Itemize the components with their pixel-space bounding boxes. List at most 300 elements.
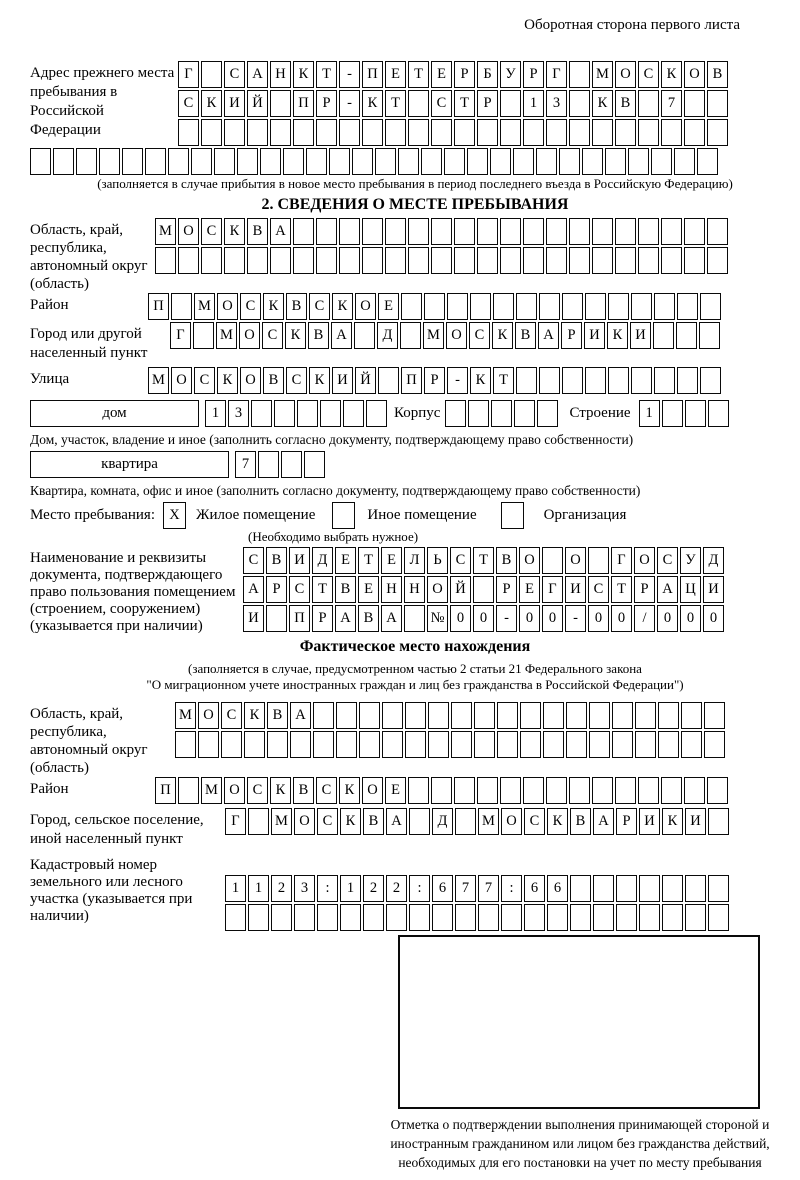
char-cell[interactable] xyxy=(592,777,613,804)
char-cell[interactable] xyxy=(193,322,214,349)
char-cell[interactable] xyxy=(707,247,728,274)
char-cell[interactable]: С xyxy=(309,293,330,320)
char-cell[interactable]: И xyxy=(584,322,605,349)
char-cell[interactable]: 0 xyxy=(588,605,609,632)
char-cell[interactable] xyxy=(293,247,314,274)
char-cell[interactable]: И xyxy=(685,808,706,835)
char-cell[interactable] xyxy=(612,731,633,758)
char-cell[interactable]: Т xyxy=(454,90,475,117)
char-cell[interactable]: 0 xyxy=(703,605,724,632)
char-cell[interactable] xyxy=(707,777,728,804)
char-cell[interactable]: С xyxy=(289,576,310,603)
char-cell[interactable]: К xyxy=(309,367,330,394)
char-cell[interactable] xyxy=(704,702,725,729)
char-cell[interactable] xyxy=(313,702,334,729)
char-cell[interactable]: Р xyxy=(454,61,475,88)
char-cell[interactable] xyxy=(171,293,192,320)
char-cell[interactable]: 0 xyxy=(657,605,678,632)
char-cell[interactable] xyxy=(658,731,679,758)
char-cell[interactable] xyxy=(546,777,567,804)
char-cell[interactable]: О xyxy=(198,702,219,729)
char-cell[interactable] xyxy=(677,293,698,320)
char-cell[interactable]: Й xyxy=(450,576,471,603)
char-cell[interactable] xyxy=(145,148,166,175)
char-cell[interactable] xyxy=(424,293,445,320)
char-cell[interactable]: Р xyxy=(616,808,637,835)
char-cell[interactable]: А xyxy=(290,702,311,729)
char-cell[interactable]: С xyxy=(316,777,337,804)
char-cell[interactable]: Р xyxy=(316,90,337,117)
char-cell[interactable] xyxy=(707,90,728,117)
char-cell[interactable] xyxy=(566,731,587,758)
char-cell[interactable]: Р xyxy=(523,61,544,88)
char-cell[interactable] xyxy=(566,702,587,729)
char-cell[interactable]: 3 xyxy=(546,90,567,117)
char-cell[interactable] xyxy=(681,731,702,758)
char-cell[interactable] xyxy=(317,904,338,931)
char-cell[interactable]: В xyxy=(363,808,384,835)
char-cell[interactable] xyxy=(408,218,429,245)
char-cell[interactable]: 6 xyxy=(524,875,545,902)
char-cell[interactable]: 1 xyxy=(340,875,361,902)
char-cell[interactable] xyxy=(539,367,560,394)
char-cell[interactable]: С xyxy=(194,367,215,394)
char-cell[interactable] xyxy=(516,367,537,394)
char-cell[interactable] xyxy=(260,148,281,175)
char-cell[interactable]: М xyxy=(148,367,169,394)
char-cell[interactable]: Г xyxy=(225,808,246,835)
char-cell[interactable]: И xyxy=(332,367,353,394)
char-cell[interactable]: И xyxy=(703,576,724,603)
char-cell[interactable]: К xyxy=(201,90,222,117)
char-cell[interactable] xyxy=(524,904,545,931)
char-cell[interactable]: М xyxy=(194,293,215,320)
char-cell[interactable]: У xyxy=(500,61,521,88)
char-cell[interactable]: Ц xyxy=(680,576,701,603)
char-cell[interactable]: И xyxy=(289,547,310,574)
char-cell[interactable]: В xyxy=(358,605,379,632)
char-cell[interactable] xyxy=(661,777,682,804)
char-cell[interactable]: Т xyxy=(493,367,514,394)
char-cell[interactable]: 0 xyxy=(519,605,540,632)
char-cell[interactable]: 1 xyxy=(248,875,269,902)
char-cell[interactable]: - xyxy=(339,61,360,88)
char-cell[interactable]: П xyxy=(289,605,310,632)
char-cell[interactable]: С xyxy=(524,808,545,835)
char-cell[interactable]: 1 xyxy=(225,875,246,902)
char-cell[interactable] xyxy=(343,400,364,427)
char-cell[interactable]: 0 xyxy=(450,605,471,632)
char-cell[interactable] xyxy=(404,605,425,632)
char-cell[interactable] xyxy=(684,247,705,274)
char-cell[interactable] xyxy=(329,148,350,175)
char-cell[interactable] xyxy=(559,148,580,175)
char-cell[interactable] xyxy=(237,148,258,175)
char-cell[interactable] xyxy=(366,400,387,427)
char-cell[interactable] xyxy=(270,119,291,146)
char-cell[interactable] xyxy=(569,777,590,804)
char-cell[interactable]: В xyxy=(247,218,268,245)
char-cell[interactable] xyxy=(501,904,522,931)
char-cell[interactable]: К xyxy=(661,61,682,88)
char-cell[interactable]: О xyxy=(615,61,636,88)
char-cell[interactable] xyxy=(608,293,629,320)
char-cell[interactable] xyxy=(445,400,466,427)
char-cell[interactable]: О xyxy=(217,293,238,320)
char-cell[interactable]: К xyxy=(339,777,360,804)
char-cell[interactable] xyxy=(523,247,544,274)
char-cell[interactable] xyxy=(375,148,396,175)
char-cell[interactable] xyxy=(520,702,541,729)
char-cell[interactable] xyxy=(408,90,429,117)
char-cell[interactable] xyxy=(201,247,222,274)
char-cell[interactable] xyxy=(401,293,422,320)
char-cell[interactable]: Т xyxy=(408,61,429,88)
char-cell[interactable]: Р xyxy=(477,90,498,117)
char-cell[interactable]: / xyxy=(634,605,655,632)
char-cell[interactable]: Т xyxy=(312,576,333,603)
char-cell[interactable] xyxy=(336,731,357,758)
char-cell[interactable] xyxy=(589,731,610,758)
char-cell[interactable] xyxy=(661,218,682,245)
char-cell[interactable]: В xyxy=(335,576,356,603)
char-cell[interactable]: - xyxy=(565,605,586,632)
char-cell[interactable]: Г xyxy=(170,322,191,349)
char-cell[interactable] xyxy=(386,904,407,931)
char-cell[interactable]: О xyxy=(240,367,261,394)
char-cell[interactable] xyxy=(684,777,705,804)
char-cell[interactable]: О xyxy=(178,218,199,245)
char-cell[interactable]: А xyxy=(381,605,402,632)
char-cell[interactable] xyxy=(340,904,361,931)
char-cell[interactable] xyxy=(592,247,613,274)
char-cell[interactable] xyxy=(616,875,637,902)
char-cell[interactable]: 7 xyxy=(235,451,256,478)
char-cell[interactable] xyxy=(221,731,242,758)
char-cell[interactable]: П xyxy=(401,367,422,394)
char-cell[interactable]: Е xyxy=(431,61,452,88)
char-cell[interactable]: М xyxy=(175,702,196,729)
char-cell[interactable] xyxy=(562,293,583,320)
char-cell[interactable]: И xyxy=(630,322,651,349)
char-cell[interactable] xyxy=(707,119,728,146)
char-cell[interactable]: Р xyxy=(312,605,333,632)
char-cell[interactable]: Е xyxy=(381,547,402,574)
char-cell[interactable] xyxy=(155,247,176,274)
char-cell[interactable] xyxy=(708,808,729,835)
char-cell[interactable]: Т xyxy=(316,61,337,88)
char-cell[interactable] xyxy=(654,293,675,320)
char-cell[interactable]: 1 xyxy=(205,400,226,427)
char-cell[interactable]: С xyxy=(240,293,261,320)
char-cell[interactable]: К xyxy=(263,293,284,320)
char-cell[interactable] xyxy=(175,731,196,758)
char-cell[interactable]: О xyxy=(171,367,192,394)
char-cell[interactable]: К xyxy=(607,322,628,349)
char-cell[interactable] xyxy=(592,218,613,245)
char-cell[interactable]: Л xyxy=(404,547,425,574)
char-cell[interactable]: 3 xyxy=(228,400,249,427)
char-cell[interactable]: К xyxy=(217,367,238,394)
char-cell[interactable] xyxy=(421,148,442,175)
char-cell[interactable] xyxy=(615,218,636,245)
char-cell[interactable]: К xyxy=(224,218,245,245)
char-cell[interactable] xyxy=(385,218,406,245)
char-cell[interactable]: Д xyxy=(312,547,333,574)
char-cell[interactable] xyxy=(639,875,660,902)
char-cell[interactable] xyxy=(454,218,475,245)
char-cell[interactable] xyxy=(431,777,452,804)
char-cell[interactable] xyxy=(588,547,609,574)
char-cell[interactable]: С xyxy=(224,61,245,88)
char-cell[interactable]: Р xyxy=(634,576,655,603)
char-cell[interactable] xyxy=(699,322,720,349)
char-cell[interactable] xyxy=(270,247,291,274)
char-cell[interactable] xyxy=(685,875,706,902)
char-cell[interactable]: С xyxy=(450,547,471,574)
char-cell[interactable]: : xyxy=(409,875,430,902)
char-cell[interactable] xyxy=(247,247,268,274)
char-cell[interactable] xyxy=(631,293,652,320)
char-cell[interactable]: О xyxy=(565,547,586,574)
char-cell[interactable] xyxy=(400,322,421,349)
char-cell[interactable]: К xyxy=(270,777,291,804)
char-cell[interactable] xyxy=(676,322,697,349)
char-cell[interactable]: Г xyxy=(178,61,199,88)
char-cell[interactable] xyxy=(408,777,429,804)
char-cell[interactable] xyxy=(409,808,430,835)
char-cell[interactable] xyxy=(674,148,695,175)
char-cell[interactable]: Н xyxy=(404,576,425,603)
char-cell[interactable] xyxy=(198,731,219,758)
char-cell[interactable]: А xyxy=(247,61,268,88)
char-cell[interactable] xyxy=(352,148,373,175)
char-cell[interactable] xyxy=(408,119,429,146)
char-cell[interactable]: 2 xyxy=(363,875,384,902)
char-cell[interactable] xyxy=(628,148,649,175)
char-cell[interactable] xyxy=(455,808,476,835)
char-cell[interactable] xyxy=(474,702,495,729)
char-cell[interactable]: И xyxy=(224,90,245,117)
char-cell[interactable] xyxy=(542,547,563,574)
char-cell[interactable] xyxy=(225,904,246,931)
char-cell[interactable]: Р xyxy=(496,576,517,603)
char-cell[interactable]: В xyxy=(496,547,517,574)
char-cell[interactable] xyxy=(685,904,706,931)
char-cell[interactable] xyxy=(490,148,511,175)
char-cell[interactable]: 0 xyxy=(542,605,563,632)
char-cell[interactable] xyxy=(523,119,544,146)
char-cell[interactable] xyxy=(658,702,679,729)
char-cell[interactable]: Б xyxy=(477,61,498,88)
char-cell[interactable]: 1 xyxy=(523,90,544,117)
char-cell[interactable] xyxy=(122,148,143,175)
char-cell[interactable]: Р xyxy=(561,322,582,349)
char-cell[interactable]: И xyxy=(639,808,660,835)
char-cell[interactable] xyxy=(612,702,633,729)
char-cell[interactable]: Р xyxy=(424,367,445,394)
char-cell[interactable] xyxy=(293,218,314,245)
char-cell[interactable]: 2 xyxy=(271,875,292,902)
char-cell[interactable]: Ь xyxy=(427,547,448,574)
char-cell[interactable] xyxy=(339,247,360,274)
char-cell[interactable]: И xyxy=(565,576,586,603)
char-cell[interactable] xyxy=(685,400,706,427)
char-cell[interactable] xyxy=(251,400,272,427)
char-cell[interactable] xyxy=(570,875,591,902)
char-cell[interactable]: В xyxy=(266,547,287,574)
char-cell[interactable]: К xyxy=(285,322,306,349)
char-cell[interactable]: О xyxy=(684,61,705,88)
char-cell[interactable]: 7 xyxy=(661,90,682,117)
char-cell[interactable] xyxy=(500,90,521,117)
char-cell[interactable] xyxy=(635,731,656,758)
stay-type-checkbox-residential[interactable]: X xyxy=(163,502,186,529)
char-cell[interactable]: А xyxy=(243,576,264,603)
char-cell[interactable]: А xyxy=(657,576,678,603)
char-cell[interactable]: С xyxy=(178,90,199,117)
char-cell[interactable] xyxy=(662,875,683,902)
char-cell[interactable] xyxy=(478,904,499,931)
stay-type-checkbox-other[interactable] xyxy=(332,502,355,529)
char-cell[interactable] xyxy=(191,148,212,175)
char-cell[interactable] xyxy=(654,367,675,394)
char-cell[interactable] xyxy=(516,293,537,320)
char-cell[interactable] xyxy=(593,875,614,902)
char-cell[interactable]: О xyxy=(355,293,376,320)
char-cell[interactable]: Т xyxy=(611,576,632,603)
char-cell[interactable] xyxy=(354,322,375,349)
char-cell[interactable] xyxy=(593,904,614,931)
char-cell[interactable] xyxy=(500,247,521,274)
char-cell[interactable] xyxy=(281,451,302,478)
char-cell[interactable] xyxy=(638,218,659,245)
char-cell[interactable] xyxy=(304,451,325,478)
char-cell[interactable]: В xyxy=(707,61,728,88)
char-cell[interactable] xyxy=(178,247,199,274)
char-cell[interactable] xyxy=(520,731,541,758)
char-cell[interactable]: А xyxy=(270,218,291,245)
char-cell[interactable]: С xyxy=(201,218,222,245)
char-cell[interactable] xyxy=(168,148,189,175)
char-cell[interactable] xyxy=(592,119,613,146)
char-cell[interactable]: А xyxy=(335,605,356,632)
char-cell[interactable]: Д xyxy=(703,547,724,574)
char-cell[interactable] xyxy=(704,731,725,758)
char-cell[interactable]: : xyxy=(317,875,338,902)
char-cell[interactable] xyxy=(297,400,318,427)
char-cell[interactable] xyxy=(500,119,521,146)
char-cell[interactable] xyxy=(546,218,567,245)
char-cell[interactable] xyxy=(385,119,406,146)
char-cell[interactable] xyxy=(266,605,287,632)
char-cell[interactable] xyxy=(616,904,637,931)
char-cell[interactable]: : xyxy=(501,875,522,902)
char-cell[interactable]: 7 xyxy=(455,875,476,902)
char-cell[interactable]: Е xyxy=(378,293,399,320)
char-cell[interactable] xyxy=(382,702,403,729)
char-cell[interactable]: К xyxy=(362,90,383,117)
char-cell[interactable]: К xyxy=(340,808,361,835)
char-cell[interactable] xyxy=(385,247,406,274)
char-cell[interactable] xyxy=(274,400,295,427)
char-cell[interactable] xyxy=(362,247,383,274)
char-cell[interactable]: Н xyxy=(381,576,402,603)
char-cell[interactable] xyxy=(677,367,698,394)
char-cell[interactable] xyxy=(514,400,535,427)
char-cell[interactable] xyxy=(214,148,235,175)
char-cell[interactable]: Р xyxy=(266,576,287,603)
char-cell[interactable] xyxy=(523,218,544,245)
char-cell[interactable] xyxy=(408,247,429,274)
char-cell[interactable] xyxy=(409,904,430,931)
char-cell[interactable]: С xyxy=(638,61,659,88)
char-cell[interactable]: С xyxy=(469,322,490,349)
char-cell[interactable] xyxy=(444,148,465,175)
char-cell[interactable]: Е xyxy=(385,61,406,88)
char-cell[interactable]: М xyxy=(423,322,444,349)
char-cell[interactable] xyxy=(543,702,564,729)
char-cell[interactable] xyxy=(431,218,452,245)
char-cell[interactable]: К xyxy=(332,293,353,320)
char-cell[interactable] xyxy=(398,148,419,175)
char-cell[interactable]: - xyxy=(447,367,468,394)
char-cell[interactable] xyxy=(428,702,449,729)
char-cell[interactable] xyxy=(638,90,659,117)
char-cell[interactable] xyxy=(294,904,315,931)
char-cell[interactable]: М xyxy=(155,218,176,245)
char-cell[interactable] xyxy=(662,904,683,931)
char-cell[interactable]: У xyxy=(680,547,701,574)
char-cell[interactable]: 6 xyxy=(432,875,453,902)
char-cell[interactable] xyxy=(467,148,488,175)
char-cell[interactable] xyxy=(201,61,222,88)
char-cell[interactable] xyxy=(316,119,337,146)
char-cell[interactable]: Г xyxy=(611,547,632,574)
char-cell[interactable] xyxy=(569,119,590,146)
char-cell[interactable] xyxy=(451,731,472,758)
char-cell[interactable] xyxy=(30,148,51,175)
char-cell[interactable] xyxy=(468,400,489,427)
char-cell[interactable] xyxy=(454,119,475,146)
char-cell[interactable] xyxy=(244,731,265,758)
char-cell[interactable] xyxy=(585,367,606,394)
char-cell[interactable] xyxy=(428,731,449,758)
char-cell[interactable]: С xyxy=(317,808,338,835)
char-cell[interactable] xyxy=(605,148,626,175)
char-cell[interactable] xyxy=(336,702,357,729)
char-cell[interactable] xyxy=(76,148,97,175)
char-cell[interactable]: 1 xyxy=(639,400,660,427)
char-cell[interactable]: Т xyxy=(473,547,494,574)
char-cell[interactable] xyxy=(293,119,314,146)
char-cell[interactable]: П xyxy=(148,293,169,320)
char-cell[interactable] xyxy=(500,777,521,804)
char-cell[interactable]: В xyxy=(515,322,536,349)
char-cell[interactable] xyxy=(359,731,380,758)
char-cell[interactable] xyxy=(569,247,590,274)
char-cell[interactable]: С xyxy=(588,576,609,603)
char-cell[interactable] xyxy=(454,247,475,274)
char-cell[interactable] xyxy=(306,148,327,175)
char-cell[interactable]: № xyxy=(427,605,448,632)
char-cell[interactable] xyxy=(99,148,120,175)
char-cell[interactable] xyxy=(473,576,494,603)
char-cell[interactable] xyxy=(339,218,360,245)
char-cell[interactable] xyxy=(708,904,729,931)
char-cell[interactable] xyxy=(638,247,659,274)
char-cell[interactable]: 2 xyxy=(386,875,407,902)
